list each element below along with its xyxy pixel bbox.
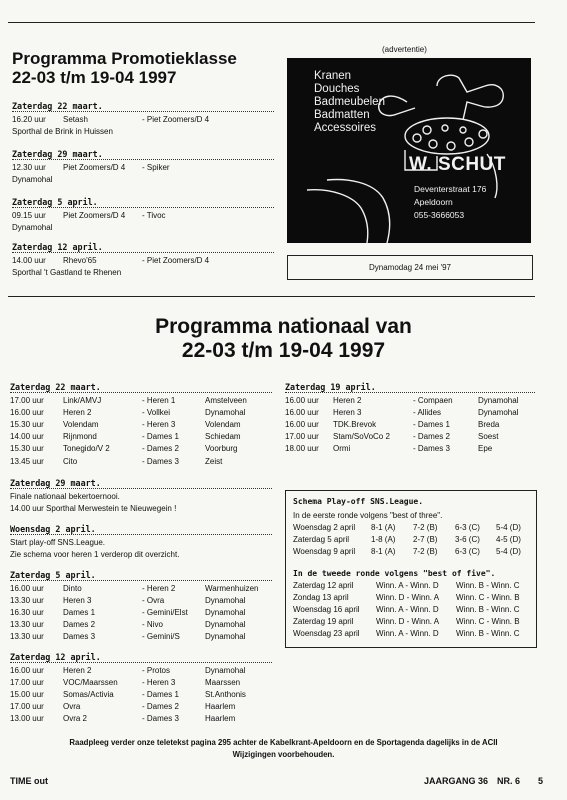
match-away: - Compaen xyxy=(413,396,453,405)
match-away: - Heren 3 xyxy=(142,678,176,688)
match-home: Cito xyxy=(63,456,78,466)
match-away: - Dames 3 xyxy=(142,714,179,724)
divider xyxy=(12,111,274,112)
promo-home-team: Rhevo'65 xyxy=(63,256,97,265)
advert-box xyxy=(287,58,531,243)
advert-item: Accessoires xyxy=(314,122,376,134)
schema-round2-cell: Winn. A - Winn. D xyxy=(376,581,439,590)
match-home: Heren 3 xyxy=(333,408,362,418)
schema-round2-cell: Woensdag 16 april xyxy=(293,605,360,614)
match-away: - Gemini/S xyxy=(142,632,180,642)
national-subtitle: 22-03 t/m 19-04 1997 xyxy=(181,339,386,362)
match-time: 17.00 uur xyxy=(10,702,44,712)
match-away: - Dames 2 xyxy=(142,702,179,712)
match-time: 16.00 uur xyxy=(285,408,319,418)
schema-round1-cell: 8-1 (A) xyxy=(371,547,396,556)
schema-round2-cell: Winn. B - Winn. C xyxy=(456,581,520,590)
schema-round2-cell: Woensdag 23 april xyxy=(293,629,360,638)
promo-venue: Sporthal de Brink in Huissen xyxy=(12,127,113,136)
schema-round1-cell: 1-8 (A) xyxy=(371,535,396,544)
schema-round1-cell: Woensdag 9 april xyxy=(293,547,356,556)
national-day-heading: Zaterdag 29 maart. xyxy=(10,478,101,488)
match-away: - Dames 3 xyxy=(413,444,450,454)
match-venue: Soest xyxy=(478,432,499,442)
match-away: - Dames 2 xyxy=(413,432,450,442)
match-venue: Voorburg xyxy=(205,444,238,454)
schema-round2-cell: Winn. D - Winn. A xyxy=(376,617,440,626)
promo-venue: Dynamohal xyxy=(12,223,53,232)
match-home: Ormi xyxy=(333,444,351,454)
national-note: Start play-off SNS.League. xyxy=(10,538,106,547)
divider xyxy=(285,392,535,393)
match-away: - Dames 1 xyxy=(142,690,179,700)
match-time: 13.00 uur xyxy=(10,714,44,724)
schema-round1-cell: 2-7 (B) xyxy=(413,535,438,544)
match-home: Dames 1 xyxy=(63,608,96,618)
match-home: VOC/Maarssen xyxy=(63,678,118,688)
issue-number: NR. 6 xyxy=(497,776,521,786)
match-away: - Gemini/Elst xyxy=(142,608,188,618)
match-venue: Dynamohal xyxy=(478,408,519,418)
match-time: 13.30 uur xyxy=(10,620,44,630)
match-venue: Dynamohal xyxy=(205,608,246,618)
match-home: Dinto xyxy=(63,584,82,593)
divider xyxy=(12,159,274,160)
schema-round2-cell: Winn. A - Winn. D xyxy=(376,605,439,614)
advert-item: Badmatten xyxy=(314,109,370,121)
divider xyxy=(10,580,272,581)
advert-company: W. SCHUT xyxy=(409,154,506,175)
match-away: - Heren 2 xyxy=(142,584,176,593)
match-venue: Warmenhuizen xyxy=(205,584,259,593)
match-time: 15.00 uur xyxy=(10,690,44,700)
match-time: 18.00 uur xyxy=(285,444,319,454)
match-venue: Zeist xyxy=(205,456,223,466)
match-home: Somas/Activia xyxy=(63,690,114,700)
promo-time: 14.00 uur xyxy=(12,256,46,265)
match-venue: Dynamohal xyxy=(478,396,519,405)
advert-address-line: Apeldoorn xyxy=(414,197,453,207)
schema-round2-cell: Winn. B - Winn. C xyxy=(456,629,520,638)
match-time: 13.30 uur xyxy=(10,596,44,606)
playoff-schema xyxy=(285,490,537,648)
divider xyxy=(10,662,272,663)
schema-round1-cell: 3-6 (C) xyxy=(455,535,480,544)
schema-round2-cell: Zondag 13 april xyxy=(293,593,349,602)
promo-day-heading: Zaterdag 29 maart. xyxy=(12,149,103,159)
national-day-heading: Zaterdag 19 april. xyxy=(285,382,376,392)
match-time: 16.30 uur xyxy=(10,608,44,618)
match-home: Heren 2 xyxy=(63,408,92,418)
advert-tag: (advertentie) xyxy=(382,45,427,54)
promo-venue: Sporthal 't Gastland te Rhenen xyxy=(12,268,122,277)
match-home: Link/AMVJ xyxy=(63,396,102,405)
schema-round1-cell: 4-5 (D) xyxy=(496,535,521,544)
match-home: Heren 2 xyxy=(333,396,362,405)
promo-away-team: - Piet Zoomers/D 4 xyxy=(142,256,210,265)
promo-away-team: - Spiker xyxy=(142,163,170,172)
match-away: - Dames 3 xyxy=(142,456,179,466)
match-venue: Dynamohal xyxy=(205,666,246,675)
schema-round1-cell: 6-3 (C) xyxy=(455,547,480,556)
schema-round2-cell: Winn. A - Winn. D xyxy=(376,629,439,638)
match-away: - Heren 1 xyxy=(142,396,176,405)
schema-round1-cell: Woensdag 2 april xyxy=(293,523,356,532)
promo-subtitle: 22-03 t/m 19-04 1997 xyxy=(12,68,177,87)
match-home: Volendam xyxy=(63,420,99,430)
match-venue: Maarssen xyxy=(205,678,241,688)
match-time: 16.00 uur xyxy=(10,666,44,675)
match-venue: Dynamohal xyxy=(205,596,246,606)
national-day-heading: Zaterdag 12 april. xyxy=(10,652,101,662)
match-home: Stam/SoVoCo 2 xyxy=(333,432,390,442)
schema-round2-cell: Zaterdag 19 april xyxy=(293,617,354,626)
promo-away-team: - Piet Zoomers/D 4 xyxy=(142,115,210,124)
match-venue: Dynamohal xyxy=(205,632,246,642)
promo-title: Programma Promotieklasse xyxy=(12,49,237,68)
promo-day-heading: Zaterdag 22 maart. xyxy=(12,101,103,111)
match-away: - Dames 1 xyxy=(142,432,179,442)
divider xyxy=(10,392,272,393)
match-home: Dames 2 xyxy=(63,620,96,630)
schema-round2-intro: In de tweede ronde volgens "best of five". xyxy=(293,569,496,578)
promo-time: 12.30 uur xyxy=(12,163,46,172)
match-time: 16.00 uur xyxy=(285,396,319,405)
match-away: - Vollkei xyxy=(142,408,171,418)
schema-round1-cell: 5-4 (D) xyxy=(496,523,521,532)
match-venue: Epe xyxy=(478,444,493,454)
schema-round2-cell: Winn. D - Winn. A xyxy=(376,593,440,602)
divider xyxy=(10,488,272,489)
match-time: 17.00 uur xyxy=(285,432,319,442)
promo-home-team: Piet Zoomers/D 4 xyxy=(63,211,126,220)
match-venue: Dynamohal xyxy=(205,408,246,418)
national-day-heading: Woensdag 2 april. xyxy=(10,524,96,534)
match-time: 16.00 uur xyxy=(10,408,44,418)
advert-item: Badmeubelen xyxy=(314,96,385,108)
match-home: Ovra xyxy=(63,702,81,712)
match-away: - Ovra xyxy=(142,596,165,606)
advert-item: Kranen xyxy=(314,70,352,82)
schema-round1-intro: In de eerste ronde volgens "best of three". xyxy=(293,511,443,520)
match-home: Ovra 2 xyxy=(63,714,88,724)
match-home: Heren 3 xyxy=(63,596,92,606)
footer-note-line1: Raadpleeg verder onze teletekst pagina 295 achter de Kabelkrant-Apeldoorn en de Sportagenda dagelijks in de ACII xyxy=(69,738,498,747)
national-day-heading: Zaterdag 5 april. xyxy=(10,570,96,580)
national-title: Programma nationaal van xyxy=(155,315,412,338)
promo-home-team: Piet Zoomers/D 4 xyxy=(63,163,126,172)
advert-banner-text: Dynamodag 24 mei '97 xyxy=(368,263,452,272)
schema-round1-cell: 7-2 (B) xyxy=(413,547,438,556)
advert-banner xyxy=(287,255,533,280)
match-time: 14.00 uur xyxy=(10,432,44,442)
schema-round1-cell: 5-4 (D) xyxy=(496,547,521,556)
match-away: - Nivo xyxy=(142,620,163,630)
match-time: 15.30 uur xyxy=(10,444,44,454)
match-venue: Haarlem xyxy=(205,714,236,724)
divider xyxy=(12,207,274,208)
schema-round2-cell: Winn. B - Winn. C xyxy=(456,605,520,614)
footer-note-line2: Wijzigingen voorbehouden. xyxy=(232,750,335,759)
match-venue: Amstelveen xyxy=(205,396,247,405)
match-home: TDK.Brevok xyxy=(333,420,377,430)
page-number: 5 xyxy=(538,776,544,786)
promo-venue: Dynamohal xyxy=(12,175,53,184)
national-note: 14.00 uur Sporthal Merwestein te Nieuwegein ! xyxy=(10,504,177,513)
match-away: - Heren 3 xyxy=(142,420,176,430)
match-venue: Haarlem xyxy=(205,702,236,712)
promo-day-heading: Zaterdag 5 april. xyxy=(12,197,98,207)
match-time: 15.30 uur xyxy=(10,420,44,430)
match-time: 16.00 uur xyxy=(285,420,319,430)
schema-round1-cell: 6-3 (C) xyxy=(455,523,480,532)
divider xyxy=(10,534,272,535)
match-venue: Schiedam xyxy=(205,432,241,442)
match-home: Rijnmond xyxy=(63,432,97,442)
match-time: 13.45 uur xyxy=(10,456,44,466)
match-home: Heren 2 xyxy=(63,666,92,675)
match-time: 16.00 uur xyxy=(10,584,44,593)
national-day-heading: Zaterdag 22 maart. xyxy=(10,382,101,392)
match-time: 13.30 uur xyxy=(10,632,44,642)
match-away: - Protos xyxy=(142,666,171,675)
match-venue: St.Anthonis xyxy=(205,690,246,700)
schema-round1-cell: Zaterdag 5 april xyxy=(293,535,350,544)
match-time: 17.00 uur xyxy=(10,678,44,688)
match-away: - Dames 1 xyxy=(413,420,450,430)
advert-address-line: 055-3666053 xyxy=(414,210,465,220)
match-venue: Dynamohal xyxy=(205,620,246,630)
promo-time: 16.20 uur xyxy=(12,115,46,124)
magazine-name: TIME out xyxy=(10,776,48,786)
promo-day-heading: Zaterdag 12 april. xyxy=(12,242,103,252)
advert-item: Douches xyxy=(314,83,360,95)
advert-address-line: Deventerstraat 176 xyxy=(414,184,487,194)
match-away: - Allides xyxy=(413,408,442,418)
national-note: Zie schema voor heren 1 verderop dit overzicht. xyxy=(10,550,180,559)
schema-round1-cell: 7-2 (B) xyxy=(413,523,438,532)
promo-home-team: Setash xyxy=(63,115,88,124)
schema-round2-cell: Winn. C - Winn. B xyxy=(456,593,520,602)
promo-away-team: - Tivoc xyxy=(142,211,166,220)
match-venue: Volendam xyxy=(205,420,241,430)
schema-round2-cell: Zaterdag 12 april xyxy=(293,581,354,590)
match-time: 17.00 uur xyxy=(10,396,44,405)
match-home: Dames 3 xyxy=(63,632,96,642)
match-home: Tonegido/V 2 xyxy=(63,444,110,454)
footer-note xyxy=(0,737,567,761)
schema-round1-cell: 8-1 (A) xyxy=(371,523,396,532)
schema-title: Schema Play-off SNS.League. xyxy=(293,497,424,506)
promo-time: 09.15 uur xyxy=(12,211,46,220)
volume-label: JAARGANG 36 xyxy=(424,776,489,786)
national-note: Finale nationaal bekertoernooi. xyxy=(10,492,120,501)
schema-round2-cell: Winn. C - Winn. B xyxy=(456,617,520,626)
divider xyxy=(12,252,274,253)
match-venue: Breda xyxy=(478,420,500,430)
match-away: - Dames 2 xyxy=(142,444,179,454)
